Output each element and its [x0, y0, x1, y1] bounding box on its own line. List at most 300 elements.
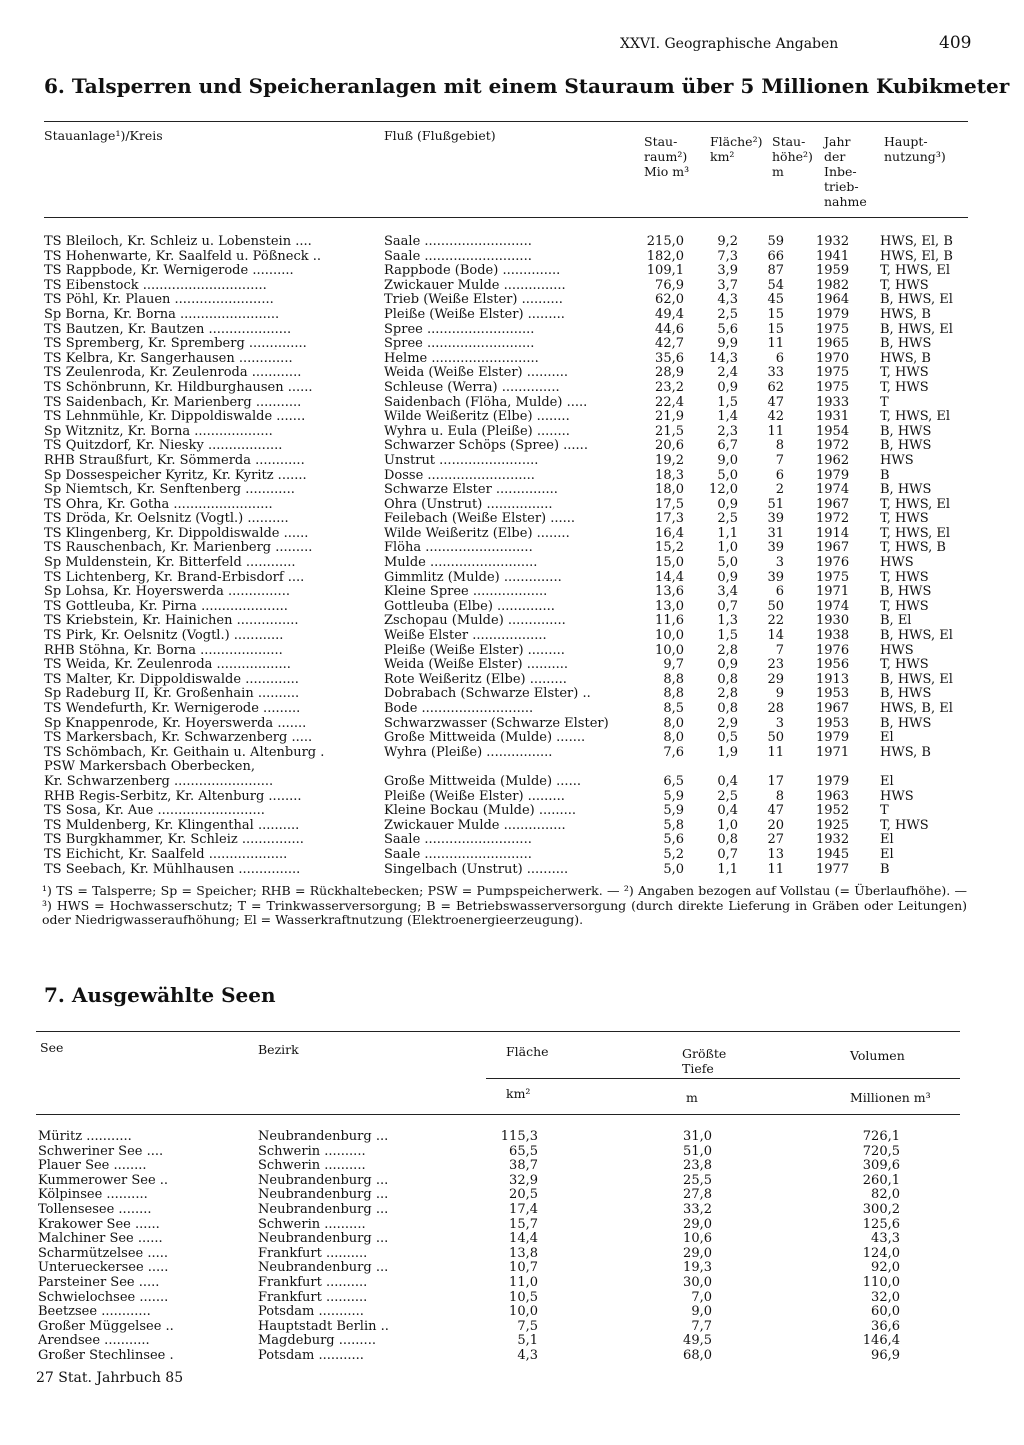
storage-volume: 10,0	[655, 642, 684, 658]
unit-area: km²	[506, 1086, 531, 1101]
storage-volume: 5,2	[663, 846, 684, 862]
district-name: Frankfurt ..........	[258, 1290, 368, 1305]
dam-height: 6	[775, 350, 784, 366]
lake-area: 7,5	[517, 1318, 538, 1334]
lake-depth: 29,0	[683, 1216, 712, 1232]
commission-year: 1967	[816, 701, 850, 716]
river-name: Ohra (Unstrut) ................	[384, 497, 553, 512]
commission-year: 1974	[816, 598, 850, 614]
main-use: El	[880, 730, 894, 746]
storage-volume: 62,0	[655, 292, 684, 308]
main-use: T, HWS	[880, 598, 929, 614]
river-name: Gimmlitz (Mulde) ..............	[384, 570, 562, 585]
commission-year: 1956	[816, 657, 850, 673]
dam-name: TS Weida, Kr. Zeulenroda ..................	[44, 658, 291, 673]
dam-height: 54	[767, 277, 784, 293]
table-row	[0, 1291, 1024, 1306]
dam-height: 27	[767, 832, 784, 848]
table-row	[0, 1145, 1024, 1160]
surface-area: 2,8	[717, 686, 738, 702]
dam-name: TS Rappbode, Kr. Wernigerode ..........	[44, 264, 294, 279]
lake-area: 65,5	[509, 1143, 538, 1159]
river-name: Wyhra u. Eula (Pleiße) ........	[384, 424, 570, 439]
lake-name: Parsteiner See .....	[38, 1275, 160, 1290]
storage-volume: 5,9	[663, 803, 684, 819]
dam-height: 87	[767, 263, 784, 279]
storage-volume: 5,0	[663, 861, 684, 877]
dam-height: 11	[767, 423, 784, 439]
table-row	[0, 833, 1024, 848]
lake-depth: 49,5	[683, 1333, 712, 1349]
storage-volume: 8,0	[663, 715, 684, 731]
dam-height: 14	[767, 628, 784, 644]
header-volume: Stau- raum²) Mio m³	[644, 134, 690, 179]
district-name: Neubrandenburg ...	[258, 1173, 389, 1188]
dam-name: TS Ohra, Kr. Gotha ........................	[44, 497, 273, 512]
main-use: B, HWS	[880, 336, 932, 352]
dam-height: 39	[767, 511, 784, 527]
river-name: Saale ..........................	[384, 249, 532, 264]
river-name: Schleuse (Werra) ..............	[384, 380, 560, 395]
commission-year: 1979	[816, 730, 850, 746]
dam-height: 50	[767, 598, 784, 614]
river-name: Rappbode (Bode) ..............	[384, 264, 561, 279]
table-row	[0, 863, 1024, 878]
dam-name: TS Markersbach, Kr. Schwarzenberg .....	[44, 731, 313, 746]
commission-year: 1954	[816, 423, 850, 439]
surface-area: 0,9	[717, 657, 738, 673]
table-row	[0, 308, 1024, 323]
lake-name: Arendsee ...........	[38, 1334, 150, 1349]
lake-volume: 146,4	[862, 1333, 900, 1349]
surface-area: 1,0	[717, 817, 738, 833]
storage-volume: 5,6	[663, 832, 684, 848]
table-row	[0, 790, 1024, 805]
lake-name: Großer Stechlinsee .	[38, 1348, 174, 1363]
table-row	[0, 746, 1024, 761]
river-name: Große Mittweida (Mulde) ......	[384, 774, 581, 789]
lake-area: 10,0	[509, 1304, 538, 1320]
table-row	[0, 425, 1024, 440]
commission-year: 1963	[816, 788, 850, 804]
surface-area: 2,5	[717, 306, 738, 322]
lake-area: 4,3	[517, 1347, 538, 1363]
commission-year: 1982	[816, 277, 850, 293]
lake-area: 13,8	[509, 1245, 538, 1261]
river-name: Schwarzer Schöps (Spree) ......	[384, 439, 588, 454]
district-name: Neubrandenburg ...	[258, 1130, 389, 1144]
lake-name: Kummerower See ..	[38, 1173, 169, 1188]
lake-depth: 23,8	[683, 1158, 712, 1174]
river-name: Spree ..........................	[384, 337, 535, 352]
dam-height: 8	[775, 438, 784, 454]
surface-area: 0,4	[717, 803, 738, 819]
lake-volume: 92,0	[871, 1260, 900, 1276]
table-row	[0, 279, 1024, 294]
dam-name: TS Pirk, Kr. Oelsnitz (Vogtl.) ............	[44, 629, 284, 644]
commission-year: 1953	[816, 715, 850, 731]
table-row	[0, 629, 1024, 644]
table-6-body	[0, 235, 1024, 877]
dam-height: 9	[775, 686, 784, 702]
surface-area: 3,7	[717, 277, 738, 293]
main-use: HWS	[880, 642, 914, 658]
table-row	[0, 250, 1024, 265]
dam-height: 51	[767, 496, 784, 512]
river-name: Weida (Weiße Elster) ..........	[384, 366, 569, 381]
dam-height: 17	[767, 773, 784, 789]
table-row	[0, 1203, 1024, 1218]
dam-height: 3	[775, 715, 784, 731]
table-row	[0, 1130, 1024, 1145]
header-use: Haupt- nutzung³)	[884, 134, 946, 164]
table-row	[0, 571, 1024, 586]
storage-volume: 14,4	[655, 569, 684, 585]
lake-name: Beetzsee ............	[38, 1305, 151, 1320]
storage-volume: 28,9	[655, 365, 684, 381]
main-use: T, HWS	[880, 569, 929, 585]
main-use: T, HWS, El	[880, 263, 951, 279]
table-row	[0, 673, 1024, 688]
table-row	[0, 1232, 1024, 1247]
storage-volume: 17,3	[655, 511, 684, 527]
district-name: Schwerin ..........	[258, 1217, 366, 1232]
lake-area: 20,5	[509, 1187, 538, 1203]
storage-volume: 49,4	[655, 306, 684, 322]
table-row	[0, 600, 1024, 615]
surface-area: 1,3	[717, 613, 738, 629]
table-row	[0, 1349, 1024, 1364]
header-name: Stauanlage¹)/Kreis	[44, 128, 163, 143]
table-row	[0, 469, 1024, 484]
commission-year: 1975	[816, 365, 850, 381]
river-name: Unstrut ........................	[384, 453, 539, 468]
dam-name: TS Quitzdorf, Kr. Niesky ..................	[44, 439, 283, 454]
lake-volume: 309,6	[862, 1158, 900, 1174]
table-row	[0, 1218, 1024, 1233]
dam-name: TS Gottleuba, Kr. Pirna .....................	[44, 599, 288, 614]
river-name: Pleiße (Weiße Elster) .........	[384, 789, 565, 804]
main-use: B	[880, 861, 890, 877]
storage-volume: 42,7	[655, 336, 684, 352]
lake-name: Großer Müggelsee ..	[38, 1319, 174, 1334]
lake-depth: 30,0	[683, 1274, 712, 1290]
lake-area: 17,4	[509, 1201, 538, 1217]
lake-name: Scharmützelsee .....	[38, 1246, 168, 1261]
commission-year: 1930	[816, 613, 850, 629]
main-use: B, HWS, El	[880, 321, 953, 337]
river-name: Zwickauer Mulde ...............	[384, 818, 566, 833]
storage-volume: 15,0	[655, 555, 684, 571]
river-name: Saale ..........................	[384, 833, 532, 848]
surface-area: 0,8	[717, 701, 738, 716]
river-name: Weida (Weiße Elster) ..........	[384, 658, 569, 673]
dam-height: 47	[767, 803, 784, 819]
dam-name: TS Bautzen, Kr. Bautzen ....................	[44, 322, 292, 337]
surface-area: 2,4	[717, 365, 738, 381]
commission-year: 1925	[816, 817, 850, 833]
dam-name: TS Sosa, Kr. Aue ..........................	[44, 804, 265, 819]
dam-name: TS Kriebstein, Kr. Hainichen ...............	[44, 614, 299, 629]
surface-area: 4,3	[717, 292, 738, 308]
main-use: T, HWS	[880, 365, 929, 381]
lake-volume: 32,0	[871, 1289, 900, 1305]
running-head: XXVI. Geographische Angaben	[620, 36, 839, 52]
river-name: Weiße Elster ..................	[384, 629, 547, 644]
lake-name: Unterueckersee .....	[38, 1261, 169, 1276]
table-row	[0, 644, 1024, 659]
river-name: Pleiße (Weiße Elster) .........	[384, 643, 565, 658]
lake-area: 15,7	[509, 1216, 538, 1232]
lake-depth: 51,0	[683, 1143, 712, 1159]
main-use: T, HWS	[880, 277, 929, 293]
dam-name: PSW Markersbach Oberbecken,	[44, 760, 255, 775]
district-name: Frankfurt ..........	[258, 1246, 368, 1261]
lake-area: 14,4	[509, 1231, 538, 1247]
storage-volume: 21,9	[655, 409, 684, 425]
storage-volume: 5,9	[663, 788, 684, 804]
commission-year: 1971	[816, 584, 850, 600]
table-row	[0, 1261, 1024, 1276]
lake-depth: 7,0	[691, 1289, 712, 1305]
dam-height: 39	[767, 540, 784, 556]
river-name: Feilebach (Weiße Elster) ......	[384, 512, 576, 527]
section-7-title: 7. Ausgewählte Seen	[44, 983, 276, 1007]
main-use: B, El	[880, 613, 912, 629]
main-use: T, HWS	[880, 657, 929, 673]
river-name: Kleine Spree ..................	[384, 585, 548, 600]
commission-year: 1972	[816, 511, 850, 527]
dam-name: TS Lehnmühle, Kr. Dippoldiswalde .......	[44, 410, 306, 425]
dam-height: 50	[767, 730, 784, 746]
main-use: B, HWS	[880, 686, 932, 702]
storage-volume: 35,6	[655, 350, 684, 366]
lake-depth: 33,2	[683, 1201, 712, 1217]
table-row	[0, 614, 1024, 629]
main-use: HWS	[880, 788, 914, 804]
table-row	[0, 381, 1024, 396]
storage-volume: 21,5	[655, 423, 684, 439]
district-name: Potsdam ...........	[258, 1348, 364, 1363]
surface-area: 0,7	[717, 598, 738, 614]
dam-name: RHB Regis-Serbitz, Kr. Altenburg ........	[44, 789, 302, 804]
district-name: Neubrandenburg ...	[258, 1232, 389, 1247]
storage-volume: 8,5	[663, 701, 684, 716]
dam-name: Sp Borna, Kr. Borna ........................	[44, 307, 280, 322]
dam-name: RHB Straußfurt, Kr. Sömmerda ............	[44, 453, 305, 468]
table-row	[0, 293, 1024, 308]
dam-height: 62	[767, 379, 784, 395]
surface-area: 9,9	[717, 336, 738, 352]
surface-area: 1,5	[717, 628, 738, 644]
dam-height: 20	[767, 817, 784, 833]
lake-volume: 300,2	[862, 1201, 900, 1217]
main-use: B, HWS	[880, 715, 932, 731]
commission-year: 1913	[816, 671, 850, 687]
surface-area: 1,5	[717, 394, 738, 410]
storage-volume: 18,0	[655, 482, 684, 498]
storage-volume: 13,0	[655, 598, 684, 614]
river-name: Bode ...........................	[384, 702, 534, 716]
dam-name: TS Bleiloch, Kr. Schleiz u. Lobenstein ....	[44, 235, 312, 249]
main-use: HWS, B	[880, 350, 931, 366]
dam-height: 28	[767, 701, 784, 716]
river-name: Kleine Bockau (Mulde) .........	[384, 804, 577, 819]
lake-volume: 260,1	[862, 1172, 900, 1188]
dam-name: TS Lichtenberg, Kr. Brand-Erbisdorf ....	[44, 570, 305, 585]
table-6-footnotes: ¹) TS = Talsperre; Sp = Speicher; RHB = Rückhaltebecken; PSW = Pumpspeicherwerk. — ²) Angaben bezogen auf Vollstau (= Überlaufhöhe). — ³) HWS = Hochwasserschutz; T = Trinkwasserversorgung; B = Betriebswasserversorgung (durch direkte Lieferung in Gräben oder Leitungen) oder Niedrigwasseraufhöhung; El = Wasserkraftnutzung (Elektroenergieerzeugung).	[42, 883, 967, 927]
lake-volume: 110,0	[862, 1274, 900, 1290]
river-name: Trieb (Weiße Elster) ..........	[384, 293, 563, 308]
table-row	[0, 585, 1024, 600]
lake-volume: 720,5	[862, 1143, 900, 1159]
main-use: HWS	[880, 452, 914, 468]
table-7-unit-rule	[486, 1078, 960, 1079]
dam-name: TS Klingenberg, Kr. Dippoldiswalde ......	[44, 526, 309, 541]
main-use: T, HWS	[880, 817, 929, 833]
lake-volume: 726,1	[862, 1129, 900, 1144]
storage-volume: 182,0	[646, 248, 684, 264]
lake-name: Schweriner See ....	[38, 1144, 164, 1159]
river-name: Helme ..........................	[384, 351, 539, 366]
dam-height: 11	[767, 861, 784, 877]
dam-height: 15	[767, 306, 784, 322]
lake-name: Schwielochsee .......	[38, 1290, 169, 1305]
lake-volume: 60,0	[871, 1304, 900, 1320]
table-row	[0, 498, 1024, 513]
surface-area: 0,7	[717, 846, 738, 862]
surface-area: 14,3	[709, 350, 738, 366]
commission-year: 1945	[816, 846, 850, 862]
lake-area: 38,7	[509, 1158, 538, 1174]
dam-height: 11	[767, 336, 784, 352]
commission-year: 1977	[816, 861, 850, 877]
main-use: B, HWS, El	[880, 671, 953, 687]
surface-area: 0,9	[717, 379, 738, 395]
table-row	[0, 483, 1024, 498]
dam-height: 11	[767, 744, 784, 760]
dam-height: 7	[775, 642, 784, 658]
river-name: Zwickauer Mulde ...............	[384, 278, 566, 293]
lake-volume: 82,0	[871, 1187, 900, 1203]
river-name: Pleiße (Weiße Elster) .........	[384, 307, 565, 322]
storage-volume: 17,5	[655, 496, 684, 512]
dam-height: 66	[767, 248, 784, 264]
main-use: B, HWS	[880, 584, 932, 600]
table-6-top-rule	[44, 121, 968, 122]
lake-area: 11,0	[509, 1274, 538, 1290]
table-row	[0, 396, 1024, 411]
surface-area: 2,3	[717, 423, 738, 439]
surface-area: 5,0	[717, 467, 738, 483]
dam-name: Sp Knappenrode, Kr. Hoyerswerda .......	[44, 716, 307, 731]
storage-volume: 8,8	[663, 671, 684, 687]
page-footer: 27 Stat. Jahrbuch 85	[36, 1370, 184, 1386]
commission-year: 1965	[816, 336, 850, 352]
storage-volume: 18,3	[655, 467, 684, 483]
dam-name: TS Schömbach, Kr. Geithain u. Altenburg .	[44, 745, 325, 760]
surface-area: 12,0	[709, 482, 738, 498]
dam-height: 6	[775, 467, 784, 483]
surface-area: 1,0	[717, 540, 738, 556]
main-use: B, HWS	[880, 438, 932, 454]
commission-year: 1941	[816, 248, 850, 264]
dam-name: TS Spremberg, Kr. Spremberg ..............	[44, 337, 307, 352]
table-7-header-rule	[36, 1114, 960, 1115]
main-use: B, HWS	[880, 423, 932, 439]
river-name: Mulde ..........................	[384, 556, 538, 571]
surface-area: 0,9	[717, 569, 738, 585]
dam-height: 13	[767, 846, 784, 862]
unit-depth: m	[686, 1090, 698, 1105]
surface-area: 1,9	[717, 744, 738, 760]
lake-depth: 19,3	[683, 1260, 712, 1276]
dam-height: 47	[767, 394, 784, 410]
dam-name: TS Eichicht, Kr. Saalfeld ...................	[44, 847, 288, 862]
dam-height: 7	[775, 452, 784, 468]
table-row	[0, 1247, 1024, 1262]
lake-area: 115,3	[500, 1129, 538, 1144]
commission-year: 1959	[816, 263, 850, 279]
lake-volume: 43,3	[871, 1231, 900, 1247]
main-use: B	[880, 467, 890, 483]
storage-volume: 9,7	[663, 657, 684, 673]
surface-area: 6,7	[717, 438, 738, 454]
main-use: T, HWS, El	[880, 409, 951, 425]
commission-year: 1953	[816, 686, 850, 702]
storage-volume: 7,6	[663, 744, 684, 760]
table-row	[0, 410, 1024, 425]
commission-year: 1933	[816, 394, 850, 410]
commission-year: 1932	[816, 234, 850, 249]
river-name: Schwarze Elster ...............	[384, 483, 558, 498]
river-name: Singelbach (Unstrut) ..........	[384, 862, 569, 877]
lake-area: 10,7	[509, 1260, 538, 1276]
lake-depth: 31,0	[683, 1129, 712, 1144]
commission-year: 1952	[816, 803, 850, 819]
table-row	[0, 1174, 1024, 1189]
commission-year: 1938	[816, 628, 850, 644]
storage-volume: 44,6	[655, 321, 684, 337]
storage-volume: 11,6	[655, 613, 684, 629]
storage-volume: 215,0	[646, 234, 684, 249]
river-name: Dosse ..........................	[384, 468, 535, 483]
dam-height: 31	[767, 525, 784, 541]
main-use: HWS, El, B	[880, 248, 953, 264]
main-use: HWS, B, El	[880, 701, 953, 716]
river-name: Dobrabach (Schwarze Elster) ..	[384, 687, 591, 702]
surface-area: 0,4	[717, 773, 738, 789]
main-use: El	[880, 832, 894, 848]
district-name: Neubrandenburg ...	[258, 1261, 389, 1276]
lake-depth: 7,7	[691, 1318, 712, 1334]
surface-area: 2,9	[717, 715, 738, 731]
river-name: Saale ..........................	[384, 235, 532, 249]
dam-name: Sp Dossespeicher Kyritz, Kr. Kyritz .......	[44, 468, 307, 483]
table-row	[0, 775, 1024, 790]
table-row	[0, 731, 1024, 746]
surface-area: 2,8	[717, 642, 738, 658]
main-use: T, HWS	[880, 379, 929, 395]
surface-area: 2,5	[717, 788, 738, 804]
section-6-title: 6. Talsperren und Speicheranlagen mit einem Stauraum über 5 Millionen Kubikmeter	[44, 74, 1010, 98]
table-row	[0, 352, 1024, 367]
storage-volume: 22,4	[655, 394, 684, 410]
district-name: Hauptstadt Berlin ..	[258, 1319, 389, 1334]
table-row	[0, 366, 1024, 381]
district-name: Neubrandenburg ...	[258, 1202, 389, 1217]
district-name: Neubrandenburg ...	[258, 1188, 389, 1203]
